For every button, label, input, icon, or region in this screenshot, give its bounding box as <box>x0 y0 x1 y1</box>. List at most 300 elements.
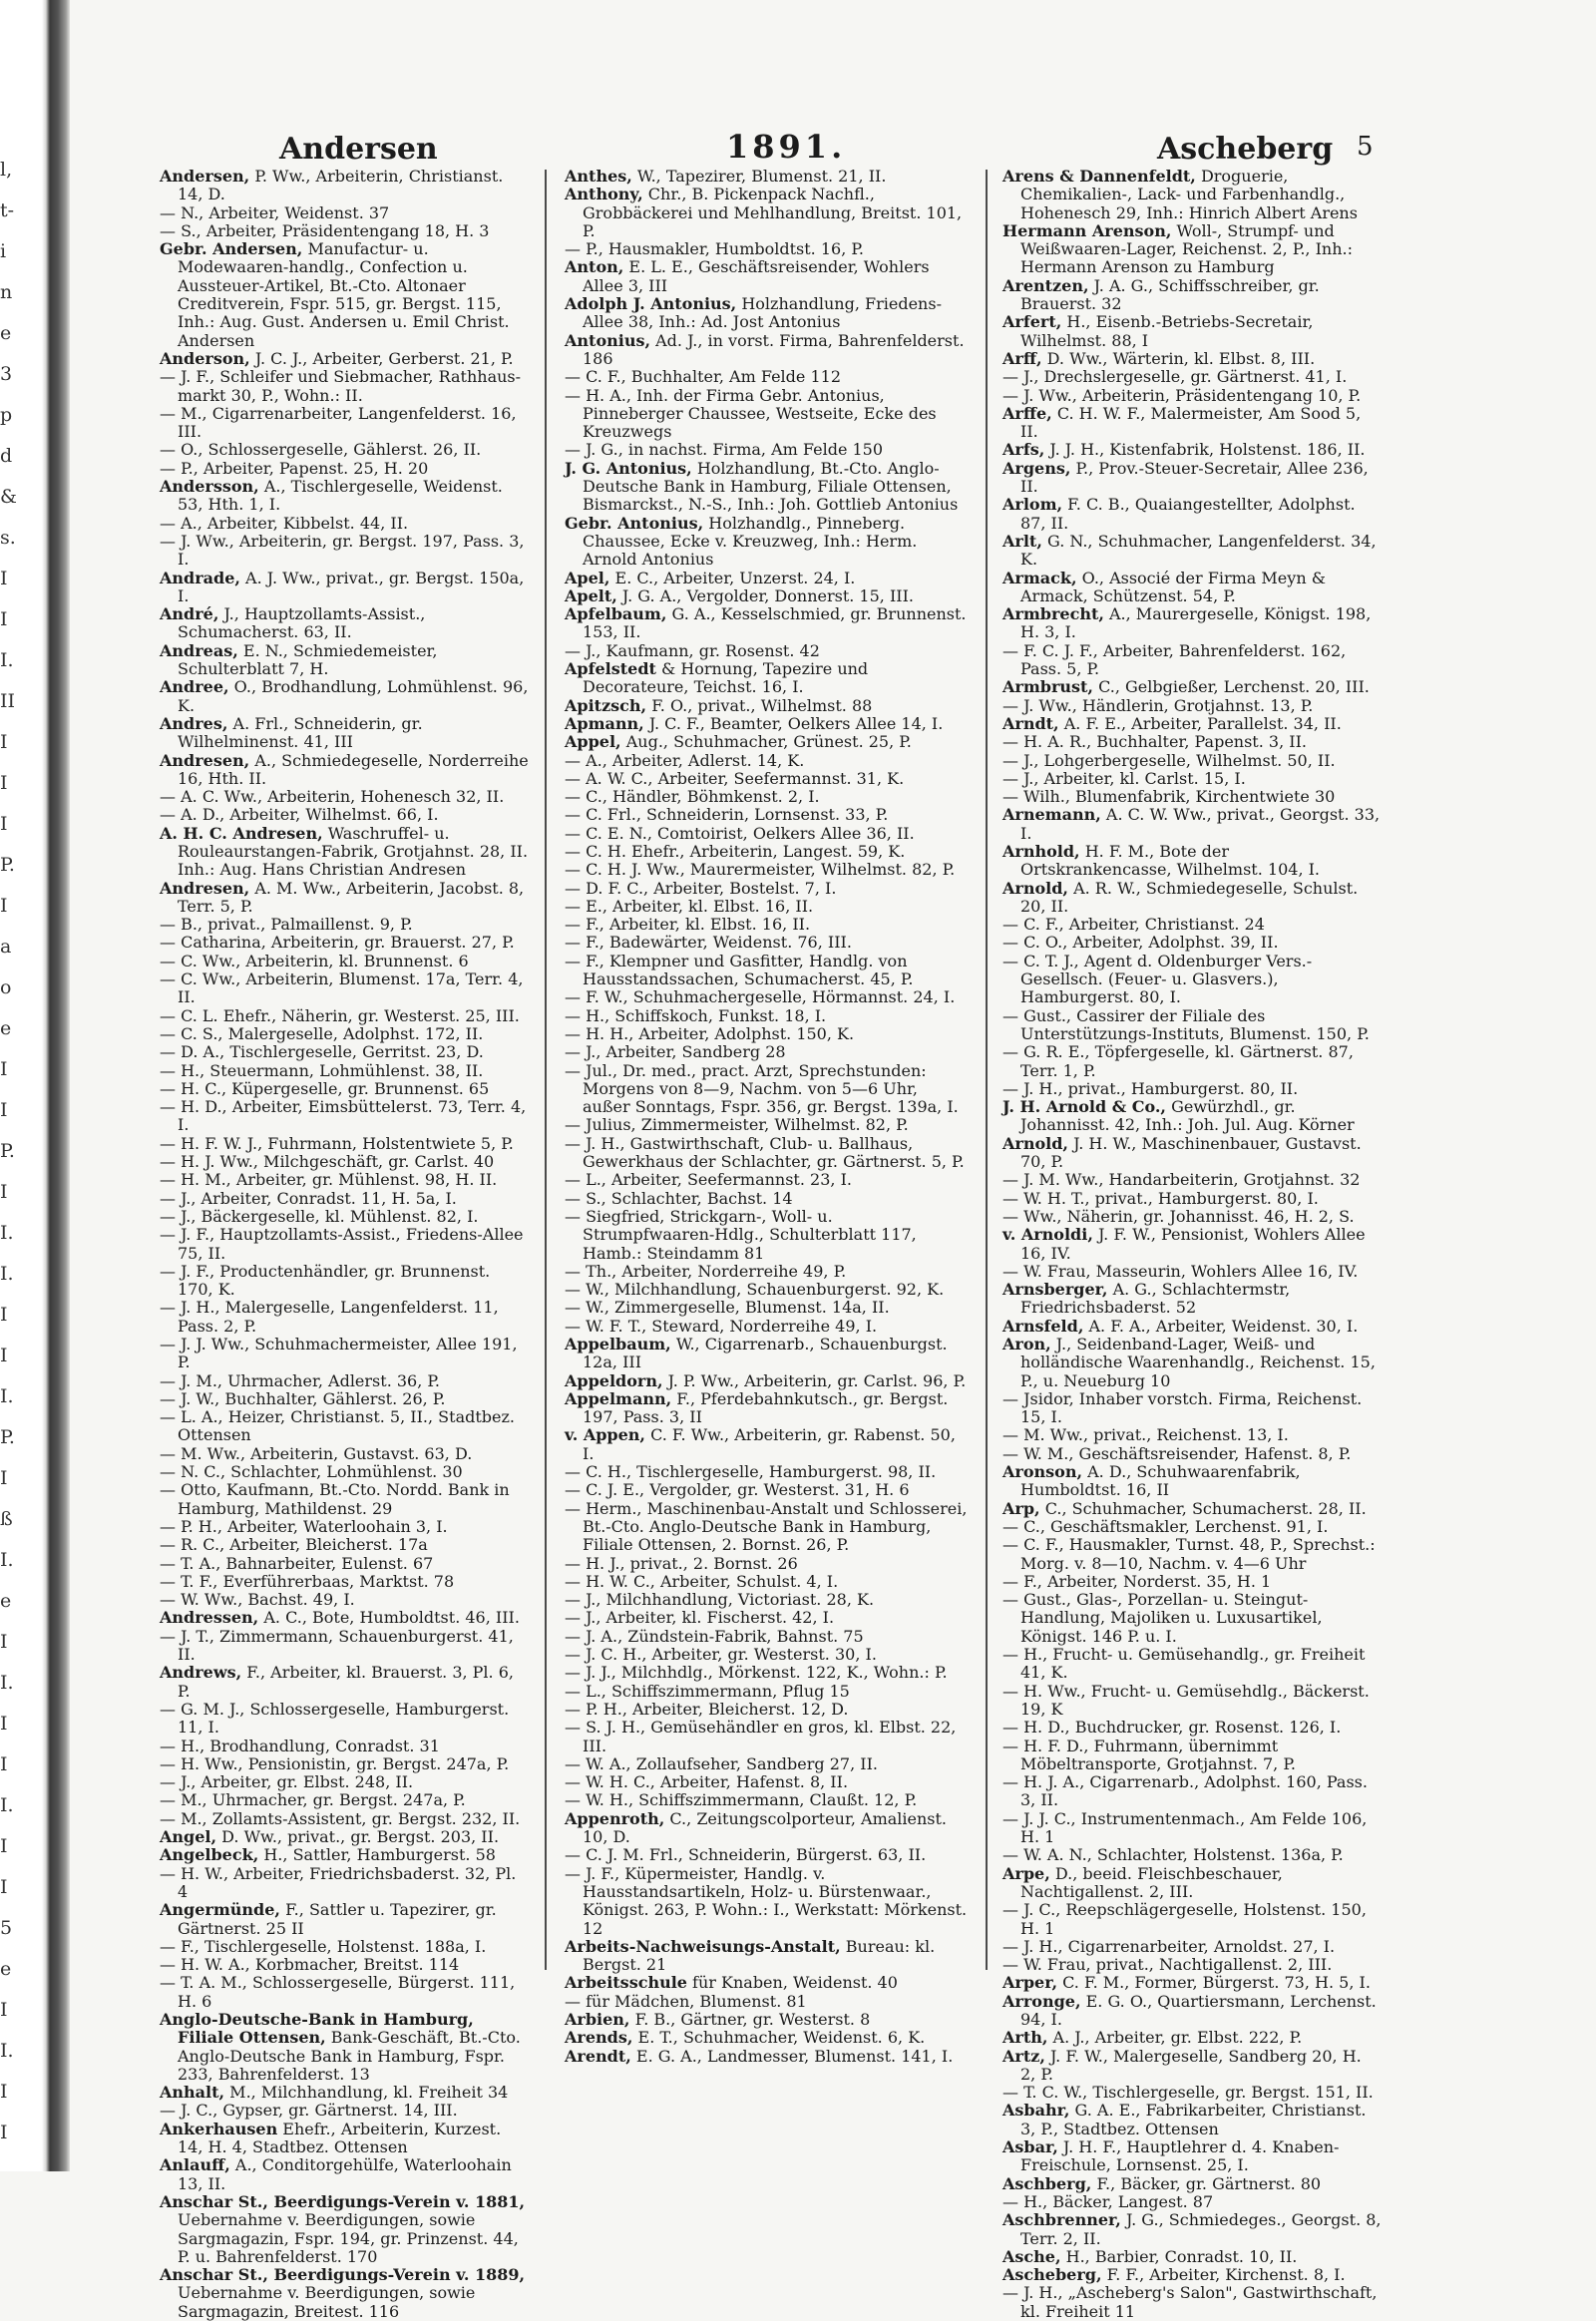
directory-entry <box>565 1500 969 1555</box>
directory-entry <box>565 825 969 843</box>
entry-details: — H. F. W. J., Fuhrmann, Holstentwiete 5, P. <box>160 1133 514 1153</box>
directory-entry <box>160 1263 529 1300</box>
directory-entry <box>565 1993 969 2011</box>
directory-entry <box>160 1938 529 1956</box>
entry-details: — A. W. C., Arbeiter, Seefermannst. 31, K. <box>565 768 905 788</box>
directory-entry <box>1002 405 1382 442</box>
entry-details: — F., Klempner und Gasfitter, Handlg. von Hausstandssachen, Schumacherst. 45, P. <box>565 951 914 989</box>
entry-name: Ascheberg, <box>1002 2265 1102 2285</box>
directory-entry <box>1002 1719 1382 1737</box>
directory-entry <box>565 1683 969 1701</box>
entry-details: — Jul., Dr. med., pract. Arzt, Sprechstunden: Morgens von 8—9, Nachm. von 5—6 Uhr, außer Sonntags, Fspr. 356, gr. Bergst. 139a, I. <box>565 1060 959 1117</box>
entry-details: W., Cigarrenarb., Schauenburgst. 12a, III <box>583 1335 948 1372</box>
entry-details: Aug., Schuhmacher, Grünest. 25, P. <box>620 732 912 752</box>
margin-fragment: I <box>0 1181 8 1203</box>
entry-details: O., Brodhandlung, Lohmühlenst. 96, K. <box>178 677 529 715</box>
entry-details: — W. H., Schiffszimmermann, Claußt. 12, P. <box>565 1790 918 1810</box>
entry-details: — H. F. D., Fuhrmann, übernimmt Möbeltransporte, Grotjahnst. 7, P. <box>1002 1736 1296 1773</box>
entry-details: P. Ww., Arbeiterin, Christianst. 14, D. <box>178 167 504 204</box>
margin-fragment: I <box>0 1345 8 1366</box>
entry-name: Arper, <box>1002 1973 1058 1993</box>
entry-details: — F., Tischlergeselle, Holstenst. 188a, I. <box>160 1936 487 1956</box>
entry-name: Arnold, <box>1002 1133 1068 1153</box>
directory-entry <box>565 368 969 386</box>
entry-details: — J. H., Cigarrenarbeiter, Arnoldst. 27, I. <box>1002 1936 1336 1956</box>
directory-entry <box>160 1463 529 1481</box>
directory-entry <box>160 2011 529 2084</box>
directory-entry <box>565 1062 969 1117</box>
directory-entry <box>565 1646 969 1664</box>
entry-details: — M., Zollamts-Assistent, gr. Bergst. 232, II. <box>160 1808 521 1828</box>
directory-entry <box>160 1208 529 1226</box>
entry-name: Arbeits-Nachweisungs-Anstalt, <box>565 1936 841 1956</box>
entry-details: J., Hauptzollamts-Assist., Schumacherst. 63, II. <box>178 604 426 642</box>
directory-entry <box>565 1336 969 1372</box>
entry-details: F. C. B., Quaiangestellter, Adolphst. 87, II. <box>1020 495 1356 533</box>
entry-details: — J. H., Malergeselle, Langenfelderst. 11, Pass. 2, P. <box>160 1298 499 1336</box>
directory-entry <box>565 1628 969 1646</box>
entry-details: — M., Uhrmacher, gr. Bergst. 247a, P. <box>160 1790 466 1810</box>
directory-entry <box>1002 1336 1382 1390</box>
entry-details: A. G., Schlachtermstr, Friedrichsbaderst. 52 <box>1020 1280 1291 1318</box>
entry-details: — H. H., Arbeiter, Adolphst. 150, K. <box>565 1023 855 1043</box>
entry-details: — J. C., Gypser, gr. Gärtnerst. 14, III. <box>160 2101 458 2121</box>
entry-name: Asche, <box>1002 2246 1061 2266</box>
directory-entry <box>1002 880 1382 917</box>
directory-entry <box>565 988 969 1006</box>
directory-entry <box>1002 441 1382 459</box>
entry-details: — H. J. Ww., Milchgeschäft, gr. Carlst. 40 <box>160 1152 495 1172</box>
directory-entry <box>1002 1390 1382 1427</box>
entry-details: — G. R. E., Töpfergeselle, kl. Gärtnerst. 87, Terr. 1, P. <box>1002 1042 1354 1080</box>
directory-entry <box>565 1463 969 1481</box>
entry-details: D. Ww., Wärterin, kl. Elbst. 8, III. <box>1041 348 1316 368</box>
entry-name: Arfs, <box>1002 440 1045 460</box>
directory-entry <box>160 478 529 515</box>
directory-entry <box>1002 678 1382 696</box>
entry-details: — Catharina, Arbeiterin, gr. Brauerst. 27, P. <box>160 933 515 953</box>
margin-fragment: I. <box>0 1263 14 1285</box>
directory-entry <box>160 1190 529 1208</box>
directory-entry <box>160 1738 529 1755</box>
entry-name: Anhalt, <box>160 2083 225 2103</box>
directory-entry <box>160 1135 529 1153</box>
directory-entry <box>565 1791 969 1809</box>
entry-name: Anlauff, <box>160 2155 230 2175</box>
margin-fragment: I <box>0 1467 8 1489</box>
entry-details: — L., Schiffszimmermann, Pflug 15 <box>565 1681 850 1701</box>
entry-details: M., Milchhandlung, kl. Freiheit 34 <box>224 2083 509 2103</box>
entry-details: H., Eisenb.-Betriebs-Secretair, Wilhelmst. 88, I <box>1020 312 1314 350</box>
directory-entry <box>160 806 529 824</box>
entry-details: J. J. H., Kistenfabrik, Holstenst. 186, II. <box>1044 440 1366 460</box>
entry-details: — M., Cigarrenarbeiter, Langenfelderst. 16, III. <box>160 403 517 442</box>
directory-entry <box>160 2156 529 2193</box>
entry-name: Apmann, <box>565 713 644 733</box>
entry-details: — B., privat., Palmaillenst. 9, P. <box>160 915 413 935</box>
entry-details: — für Mädchen, Blumenst. 81 <box>565 1991 807 2011</box>
entry-name: Andersson, <box>160 477 259 497</box>
directory-entry <box>1002 843 1382 880</box>
directory-entry <box>160 916 529 934</box>
entry-name: Anthes, <box>565 167 632 186</box>
entry-details: — J. A., Zündstein-Fabrik, Bahnst. 75 <box>565 1626 864 1646</box>
directory-column-2 <box>565 167 969 2066</box>
directory-entry <box>565 660 969 697</box>
margin-fragment: P. <box>0 1140 15 1162</box>
entry-name: Anton, <box>565 257 624 277</box>
directory-entry <box>160 953 529 970</box>
entry-details: Gewürzhdl., gr. Johannisst. 42, Inh.: Joh. Jul. Aug. Körner <box>1020 1097 1355 1135</box>
directory-entry <box>565 1116 969 1134</box>
entry-details: — Julius, Zimmermeister, Wilhelmst. 82, P. <box>565 1115 909 1135</box>
directory-entry <box>1002 1135 1382 1172</box>
directory-entry <box>1002 1536 1382 1573</box>
entry-details: A. R. W., Schmiedegeselle, Schulst. 20, II. <box>1020 878 1359 916</box>
directory-entry <box>565 460 969 515</box>
directory-entry <box>1002 1683 1382 1720</box>
entry-details: — H., Steuermann, Lohmühlenst. 38, II. <box>160 1060 484 1080</box>
directory-entry <box>565 1810 969 1847</box>
directory-entry <box>160 642 529 679</box>
entry-details: — T. C. W., Tischlergeselle, gr. Bergst. 151, II. <box>1002 2083 1374 2103</box>
entry-name: A. H. C. Andresen, <box>160 823 323 843</box>
entry-details: J. H. W., Maschinenbauer, Gustavst. 70, P. <box>1020 1133 1362 1172</box>
margin-fragment: I. <box>0 1549 14 1571</box>
entry-details: P., Prov.-Steuer-Secretair, Allee 236, II. <box>1020 458 1369 497</box>
margin-fragment: I <box>0 772 8 794</box>
directory-entry <box>565 1974 969 1992</box>
column-divider <box>545 170 547 1970</box>
margin-fragment: I <box>0 895 8 917</box>
directory-entry <box>160 752 529 789</box>
entry-details: — J., Bäckergeselle, kl. Mühlenst. 82, I. <box>160 1206 479 1226</box>
entry-name: Arronge, <box>1002 1991 1081 2011</box>
directory-entry <box>160 1536 529 1554</box>
directory-entry <box>1002 2266 1382 2284</box>
margin-fragment: e <box>0 322 12 344</box>
entry-name: Arnold, <box>1002 878 1068 898</box>
directory-entry <box>565 1281 969 1299</box>
entry-details: O., Associé der Firma Meyn & Armack, Schützenst. 54, P. <box>1020 568 1326 605</box>
entry-details: — J. T., Zimmermann, Schauenburgerst. 41, II. <box>160 1626 514 1665</box>
entry-details: — J. C., Reepschlägergeselle, Holstenst. 150, H. 1 <box>1002 1900 1367 1938</box>
directory-entry <box>160 168 529 204</box>
directory-entry <box>1002 752 1382 770</box>
directory-entry <box>565 1171 969 1189</box>
margin-fragment: I <box>0 1304 8 1326</box>
margin-fragment: I <box>0 1713 8 1735</box>
directory-entry <box>565 1025 969 1043</box>
directory-entry <box>1002 1573 1382 1591</box>
entry-details: — W., Zimmergeselle, Blumenst. 14a, II. <box>565 1298 890 1318</box>
entry-details: — H. A. R., Buchhalter, Papenst. 3, II. <box>1002 732 1307 752</box>
directory-entry <box>160 825 529 880</box>
directory-entry <box>565 1846 969 1864</box>
entry-name: Arp, <box>1002 1498 1040 1518</box>
entry-details: Bank-Geschäft, Bt.-Cto. Anglo-Deutsche Bank in Hamburg, Fspr. 233, Bahrenfelderst. 13 <box>178 2028 521 2084</box>
entry-details: E. N., Schmiedemeister, Schulterblatt 7, H. <box>178 640 438 679</box>
directory-entry <box>1002 1518 1382 1536</box>
entry-name: Arendt, <box>565 2046 631 2066</box>
entry-name: Apel, <box>565 568 610 587</box>
entry-details: — C. F., Buchhalter, Am Felde 112 <box>565 367 842 387</box>
directory-entry <box>1002 1426 1382 1444</box>
entry-name: Arndt, <box>1002 713 1059 733</box>
entry-name: Anglo-Deutsche-Bank in Hamburg, Filiale Ottensen, <box>160 2009 474 2048</box>
directory-entry <box>1002 642 1382 679</box>
entry-details: G. A., Kesselschmied, gr. Brunnenst. 153, II. <box>583 604 967 642</box>
directory-entry <box>1002 770 1382 788</box>
entry-details: — W. A. N., Schlachter, Holstenst. 136a, P. <box>1002 1845 1344 1865</box>
directory-entry <box>160 1226 529 1263</box>
entry-details: — Herm., Maschinenbau-Anstalt und Schlosserei, Bt.-Cto. Anglo-Deutsche Bank in Hamburg, Filiale Ottensen, 2. Bornst. 26, P. <box>565 1498 968 1555</box>
entry-details: — Gust., Cassirer der Filiale des Unterstützungs-Instituts, Blumenst. 150, P. <box>1002 1005 1370 1043</box>
entry-details: F. B., Gärtner, gr. Westerst. 8 <box>629 2009 871 2029</box>
margin-fragment: I. <box>0 1385 14 1407</box>
directory-entry <box>565 2048 969 2066</box>
directory-entry <box>1002 806 1382 843</box>
directory-entry <box>160 715 529 752</box>
directory-entry <box>1002 2138 1382 2175</box>
entry-details: — W. H. T., privat., Hamburgerst. 80, I. <box>1002 1188 1319 1208</box>
entry-name: Arpe, <box>1002 1863 1050 1883</box>
directory-entry <box>1002 2175 1382 2193</box>
directory-entry <box>1002 387 1382 405</box>
entry-details: — P., Hausmakler, Humboldtst. 16, P. <box>565 239 864 259</box>
entry-details: — F. C. J. F., Arbeiter, Bahrenfelderst. 162, Pass. 5, P. <box>1002 640 1347 679</box>
directory-entry <box>565 168 969 186</box>
entry-details: — J. F., Hauptzollamts-Assist., Friedens-Allee 75, II. <box>160 1225 524 1263</box>
entry-details: — P. H., Arbeiter, Waterloohain 3, I. <box>160 1516 448 1536</box>
entry-details: — H. Ww., Pensionistin, gr. Bergst. 247a, P. <box>160 1753 510 1773</box>
entry-details: J. P. Ww., Arbeiterin, gr. Carlst. 96, P. <box>662 1370 967 1390</box>
directory-entry <box>565 1043 969 1061</box>
directory-entry <box>565 1318 969 1336</box>
entry-details: — F., Arbeiter, kl. Elbst. 16, II. <box>565 915 811 935</box>
directory-entry <box>160 1591 529 1609</box>
directory-entry <box>565 1591 969 1609</box>
margin-fragment: I. <box>0 2040 14 2062</box>
directory-entry <box>1002 1007 1382 1044</box>
directory-entry <box>565 1664 969 1682</box>
entry-details: F., Arbeiter, kl. Brauerst. 3, Pl. 6, P. <box>178 1663 514 1701</box>
entry-details: J. C. F., Beamter, Oelkers Allee 14, I. <box>643 713 944 733</box>
directory-entry <box>160 1791 529 1809</box>
entry-details: — N., Arbeiter, Weidenst. 37 <box>160 202 390 222</box>
entry-details: — G. M. J., Schlossergeselle, Hamburgerst. 11, I. <box>160 1699 510 1738</box>
directory-entry <box>160 1372 529 1390</box>
entry-details: — Siegfried, Strickgarn-, Woll- u. Strumpfwaaren-Hdlg., Schulterblatt 117, Hamb.: Steindamm 81 <box>565 1206 917 1263</box>
entry-details: J. G., Schmiedeges., Georgst. 8, Terr. 2, II. <box>1020 2210 1382 2248</box>
entry-details: Holzhandlung, Bt.-Cto. Anglo-Deutsche Bank in Hamburg, Filiale Ottensen, Bismarckst., N.-S., Inh.: Joh. Gottlieb Antonius <box>583 458 959 515</box>
directory-entry <box>565 2011 969 2029</box>
entry-name: J. G. Antonius, <box>565 458 692 478</box>
margin-fragment: I <box>0 1058 8 1080</box>
directory-entry <box>160 1098 529 1135</box>
directory-entry <box>565 332 969 369</box>
margin-fragment: I <box>0 2081 8 2103</box>
entry-name: Hermann Arenson, <box>1002 220 1172 240</box>
entry-details: F., Bäcker, gr. Gärtnerst. 80 <box>1091 2173 1322 2193</box>
entry-details: A. C., Bote, Humboldtst. 46, III. <box>258 1608 520 1628</box>
entry-details: A. C. W. Ww., privat., Georgst. 33, I. <box>1020 805 1381 843</box>
margin-fragment: P. <box>0 1426 15 1448</box>
directory-entry <box>1002 1043 1382 1080</box>
entry-name: Arth, <box>1002 2028 1048 2048</box>
entry-details: — J., Arbeiter, Conradst. 11, H. 5a, I. <box>160 1188 457 1208</box>
directory-entry <box>565 880 969 898</box>
entry-name: Andresen, <box>160 878 250 898</box>
directory-entry <box>1002 533 1382 570</box>
entry-details: Woll-, Strumpf- und Weißwaaren-Lager, Reichenst. 2, P., Inh.: Hermann Arenson zu Hamburg <box>1020 220 1353 277</box>
entry-details: — H. J. A., Cigarrenarb., Adolphst. 160, Pass. 3, II. <box>1002 1772 1368 1810</box>
directory-entry <box>160 204 529 222</box>
directory-entry <box>565 733 969 751</box>
directory-entry <box>1002 1974 1382 1992</box>
entry-name: Ankerhausen <box>160 2119 278 2138</box>
entry-name: Arends, <box>565 2028 633 2048</box>
entry-details: — C. J. M. Frl., Schneiderin, Bürgerst. 63, II. <box>565 1845 927 1865</box>
entry-details: — J. M., Uhrmacher, Adlerst. 36, P. <box>160 1370 440 1390</box>
directory-entry <box>1002 916 1382 934</box>
entry-details: — H., Frucht- u. Gemüsehandlg., gr. Freiheit 41, K. <box>1002 1645 1366 1683</box>
directory-entry <box>160 1901 529 1938</box>
directory-entry <box>1002 368 1382 386</box>
directory-entry <box>565 1609 969 1627</box>
entry-name: Arentzen, <box>1002 275 1089 295</box>
directory-entry <box>160 1153 529 1171</box>
entry-details: — C. H. J. Ww., Maurermeister, Wilhelmst. 82, P. <box>565 860 956 880</box>
entry-details: — A. D., Arbeiter, Wilhelmst. 66, I. <box>160 805 439 825</box>
directory-entry <box>1002 1993 1382 2030</box>
entry-details: — F., Badewärter, Weidenst. 76, III. <box>565 933 852 953</box>
directory-entry <box>1002 2029 1382 2047</box>
directory-entry <box>160 1171 529 1189</box>
directory-entry <box>160 515 529 533</box>
entry-details: A., Maurergeselle, Königst. 198, H. 3, I. <box>1020 604 1372 642</box>
entry-name: v. Arnoldi, <box>1002 1225 1093 1245</box>
entry-details: F. F., Arbeiter, Kirchenst. 8, I. <box>1101 2265 1346 2285</box>
entry-details: — P., Arbeiter, Papenst. 25, H. 20 <box>160 458 429 478</box>
directory-entry <box>565 587 969 605</box>
entry-details: — Th., Arbeiter, Norderreihe 49, P. <box>565 1261 847 1281</box>
entry-name: Arnsberger, <box>1002 1280 1108 1300</box>
entry-details: A., Conditorgehülfe, Waterloohain 13, II. <box>178 2155 512 2193</box>
entry-name: Arffe, <box>1002 403 1052 423</box>
entry-details: — J., Milchhandlung, Victoriast. 28, K. <box>565 1590 875 1610</box>
margin-fragment: o <box>0 976 12 998</box>
entry-details: — J. F., Productenhändler, gr. Brunnenst. 170, K. <box>160 1261 491 1300</box>
entry-details: — J., Lohgerbergeselle, Wilhelmst. 50, II. <box>1002 750 1336 770</box>
margin-fragment: ß <box>0 1508 13 1530</box>
entry-details: — F. W., Schuhmachergeselle, Hörmannst. 24, I. <box>565 987 956 1007</box>
entry-details: — C. T. J., Agent d. Oldenburger Vers.-Gesellsch. (Feuer- u. Glasvers.), Hamburgerst. 80, I. <box>1002 951 1313 1007</box>
entry-details: — H. W., Arbeiter, Friedrichsbaderst. 32, Pl. 4 <box>160 1863 517 1901</box>
margin-fragment: p <box>0 404 13 426</box>
directory-entry <box>1002 1463 1382 1500</box>
entry-details: — L. A., Heizer, Christianst. 5, II., Stadtbez. Ottensen <box>160 1407 515 1445</box>
entry-details: — W. Frau, privat., Nachtigallenst. 2, III. <box>1002 1955 1333 1975</box>
entry-details: — H., Brodhandlung, Conradst. 31 <box>160 1736 440 1755</box>
entry-name: Aschberg, <box>1002 2173 1092 2193</box>
entry-name: v. Appen, <box>565 1425 645 1445</box>
entry-name: Aronson, <box>1002 1462 1083 1482</box>
entry-details: — H., Schiffskoch, Funkst. 18, I. <box>565 1005 827 1025</box>
directory-entry <box>1002 1208 1382 1226</box>
entry-details: Chr., B. Pickenpack Nachfl., Grobbäckerei und Mehlhandlung, Breitst. 101, P. <box>583 185 963 240</box>
entry-details: — J. G., in nachst. Firma, Am Felde 150 <box>565 440 884 460</box>
directory-entry <box>160 1846 529 1864</box>
entry-details: — L., Arbeiter, Seefermannst. 23, I. <box>565 1170 852 1190</box>
margin-fragment: & <box>0 486 17 508</box>
margin-fragment: i <box>0 240 7 262</box>
directory-entry <box>1002 2102 1382 2138</box>
entry-details: — T. A. M., Schlossergeselle, Bürgerst. 111, H. 6 <box>160 1973 516 2011</box>
entry-details: J. F. W., Malergeselle, Sandberg 20, H. 2, P. <box>1020 2046 1362 2084</box>
margin-fragment: I <box>0 608 8 630</box>
directory-entry <box>565 1208 969 1263</box>
entry-name: Anthony, <box>565 185 643 204</box>
entry-details: D., beeid. Fleischbeschauer, Nachtigallenst. 2, III. <box>1020 1863 1283 1901</box>
entry-details: — C. O., Arbeiter, Adolphst. 39, II. <box>1002 933 1279 953</box>
directory-entry <box>160 1828 529 1846</box>
entry-name: Adolph J. Antonius, <box>565 294 737 314</box>
entry-details: — J. H., privat., Hamburgerst. 80, II. <box>1002 1078 1299 1098</box>
entry-details: — N. C., Schlachter, Lohmühlenst. 30 <box>160 1462 463 1482</box>
entry-details: — C. Ww., Arbeiterin, kl. Brunnenst. 6 <box>160 951 469 970</box>
entry-details: — J. J. C., Instrumentenmach., Am Felde 106, H. 1 <box>1002 1808 1368 1847</box>
entry-details: Uebernahme v. Beerdigungen, sowie Sargmagazin, Fspr. 194, gr. Prinzenst. 44, P. u. Bahrenfelderst. 170 <box>178 2210 519 2266</box>
entry-details: — H. D., Buchdrucker, gr. Rosenst. 126, I. <box>1002 1718 1342 1738</box>
entry-details: Holzhandlg., Pinneberg. Chaussee, Ecke v. Kreuzweg, Inh.: Herm. Arnold Antonius <box>583 513 918 570</box>
entry-details: — C. H. Ehefr., Arbeiterin, Langest. 59, K. <box>565 841 906 861</box>
entry-name: Andrade, <box>160 568 240 587</box>
entry-details: Holzhandlung, Friedens-Allee 38, Inh.: Ad. Jost Antonius <box>583 294 942 332</box>
entry-details: A. F. A., Arbeiter, Weidenst. 30, I. <box>1083 1316 1359 1336</box>
entry-name: Anschar St., Beerdigungs-Verein v. 1881, <box>160 2191 526 2211</box>
entry-details: — A. C. Ww., Arbeiterin, Hohenesch 32, II. <box>160 787 505 807</box>
directory-entry <box>1002 2211 1382 2248</box>
directory-entry <box>565 2029 969 2047</box>
entry-details: für Knaben, Weidenst. 40 <box>686 1973 898 1993</box>
entry-name: Arbeitsschule <box>565 1973 687 1993</box>
margin-fragment: 5 <box>0 1917 13 1939</box>
entry-details: — J., Kaufmann, gr. Rosenst. 42 <box>565 640 820 660</box>
entry-details: Ad. J., in vorst. Firma, Bahrenfelderst. 186 <box>583 330 965 368</box>
entry-name: Andresen, <box>160 750 250 770</box>
directory-entry <box>1002 1318 1382 1336</box>
entry-name: Armack, <box>1002 568 1077 587</box>
margin-fragment: I <box>0 1835 8 1857</box>
directory-entry <box>565 1719 969 1755</box>
directory-entry <box>1002 1500 1382 1518</box>
entry-name: Aschbrenner, <box>1002 2210 1121 2230</box>
directory-entry <box>1002 496 1382 533</box>
directory-entry <box>1002 715 1382 733</box>
entry-details: — J. J., Milchhdlg., Mörkenst. 122, K., Wohn.: P. <box>565 1663 948 1683</box>
entry-details: — C. L. Ehefr., Näherin, gr. Westerst. 25, III. <box>160 1005 520 1025</box>
directory-entry <box>565 1190 969 1208</box>
entry-details: — H. M., Arbeiter, gr. Mühlenst. 98, H. II. <box>160 1170 498 1190</box>
entry-details: — Wilh., Blumenfabrik, Kirchentwiete 30 <box>1002 787 1336 807</box>
entry-details: — C. S., Malergeselle, Adolphst. 172, II. <box>160 1023 484 1043</box>
directory-entry <box>565 1481 969 1499</box>
entry-name: Arlom, <box>1002 495 1063 515</box>
entry-details: Ehefr., Arbeiterin, Kurzest. 14, H. 4, Stadtbez. Ottensen <box>178 2119 502 2157</box>
margin-fragment: I. <box>0 1794 14 1816</box>
entry-details: A. M. Ww., Arbeiterin, Jacobst. 8, Terr. 5, P. <box>178 878 525 916</box>
